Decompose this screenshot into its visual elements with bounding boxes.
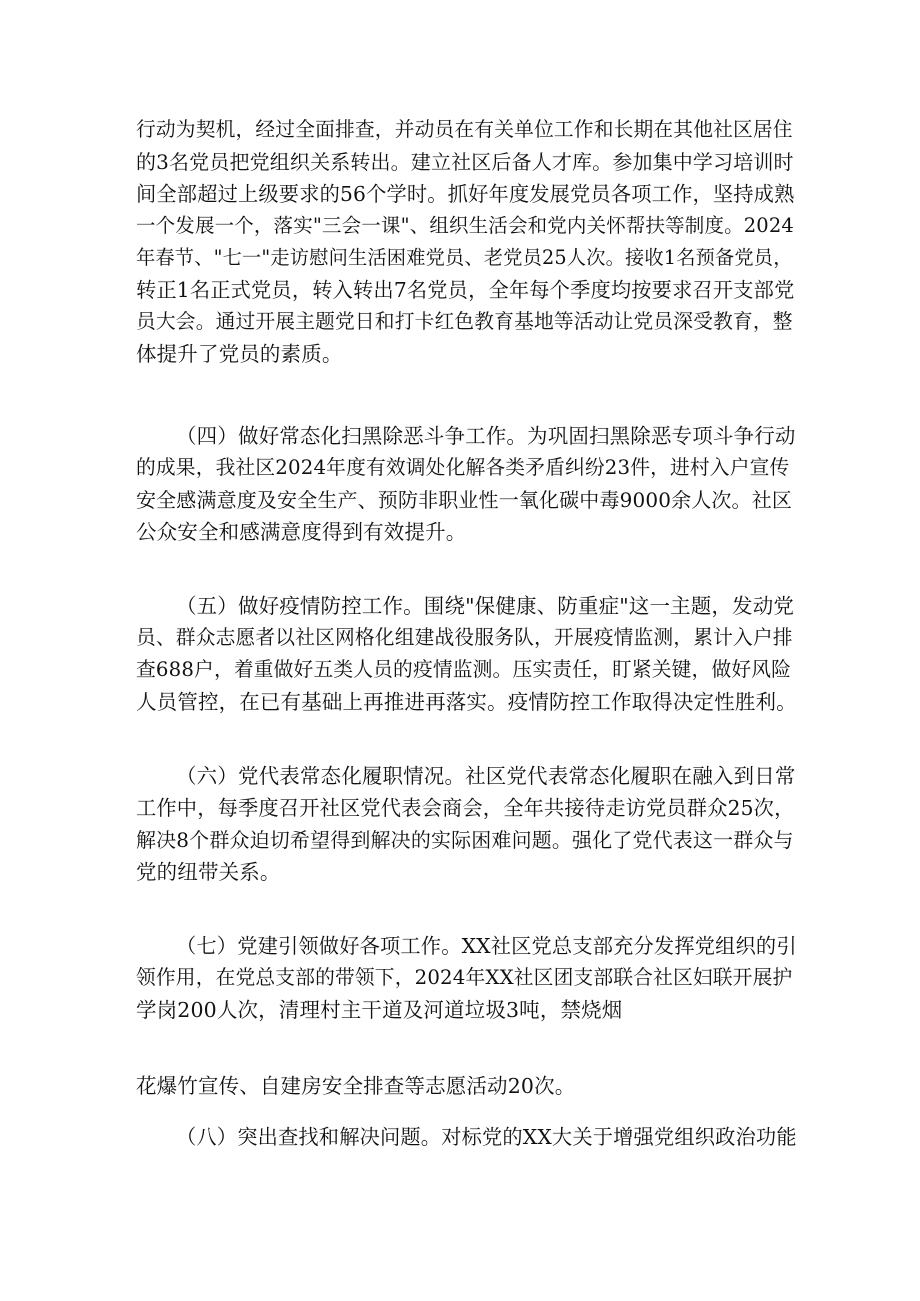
text-line: 解决8个群众迫切希望得到解决的实际困难问题。强化了党代表这一群众与 — [136, 828, 794, 852]
text-line: 学岗200人次，清理村主干道及河道垃圾3吨，禁烧烟 — [136, 998, 623, 1022]
text-line: 间全部超过上级要求的56个学时。抓好年度发展党员各项工作，坚持成熟 — [136, 182, 795, 206]
text-line: 人员管控，在已有基础上再推进再落实。疫情防控工作取得决定性胜利。 — [136, 690, 797, 714]
text-line: 的成果，我社区2024年度有效调处化解各类矛盾纠纷23件，进村入户宣传 — [136, 456, 790, 479]
text-line: 工作中，每季度召开社区党代表会商会，全年共接待走访党员群众25次， — [136, 796, 795, 820]
text-line: 花爆竹宣传、自建房安全排查等志愿活动20次。 — [136, 1074, 576, 1098]
text-line: （五）做好疫情防控工作。围绕"保健康、防重症"这一主题，发动党 — [176, 594, 795, 618]
text-line: 员、群众志愿者以社区网格化组建战役服务队，开展疫情监测，累计入户排 — [136, 626, 793, 649]
text-line: （四）做好常态化扫黑除恶斗争工作。为巩固扫黑除恶专项斗争行动 — [176, 424, 796, 448]
text-line: 一个发展一个，落实"三会一课"、组织生活会和党内关怀帮扶等制度。2024 — [136, 214, 794, 237]
text-line: 行动为契机，经过全面排查，并动员在有关单位工作和长期在其他社区居住 — [136, 118, 793, 141]
text-line: 党的纽带关系。 — [136, 860, 281, 884]
text-line: 安全感满意度及安全生产、预防非职业性一氧化碳中毒9000余人次。社区 — [136, 488, 792, 512]
text-line: 转正1名正式党员，转入转出7名党员，全年每个季度均按要求召开支部党 — [136, 278, 795, 302]
text-line: （七）党建引领做好各项工作。XX社区党总支部充分发挥党组织的引 — [176, 934, 797, 958]
text-line: 的3名党员把党组织关系转出。建立社区后备人才库。参加集中学习培训时 — [136, 150, 794, 174]
text-line: （八）突出查找和解决问题。对标党的XX大关于增强党组织政治功能 — [176, 1125, 797, 1149]
text-line: 体提升了党员的素质。 — [136, 342, 343, 366]
text-line: 年春节、"七一"走访慰问生活困难党员、老党员25人次。接收1名预备党员， — [136, 246, 793, 269]
text-line: （六）党代表常态化履职情况。社区党代表常态化履职在融入到日常 — [176, 764, 796, 788]
text-line: 员大会。通过开展主题党日和打卡红色教育基地等活动让党员深受教育，整 — [136, 310, 793, 333]
text-line: 查688户，着重做好五类人员的疫情监测。压实责任，盯紧关键，做好风险 — [136, 658, 792, 681]
text-line: 公众安全和感满意度得到有效提升。 — [136, 520, 467, 544]
text-line: 领作用，在党总支部的带领下，2024年XX社区团支部联合社区妇联开展护 — [136, 966, 793, 989]
